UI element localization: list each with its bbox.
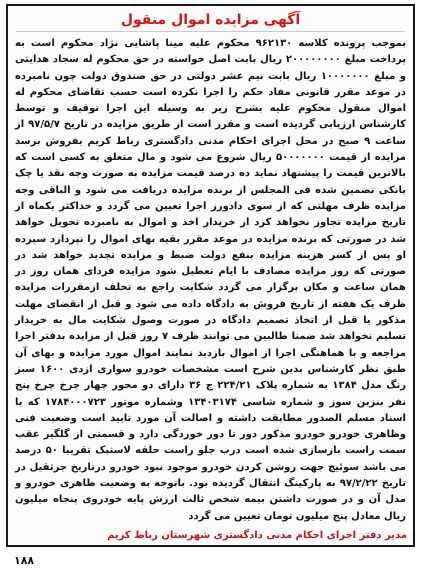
auction-notice — [6, 4, 415, 547]
notice-footer: مدیر دفتر اجرای احکام مدنی دادگستری شهرستان رباط کریم — [107, 530, 407, 541]
notice-title: آگهی مزایده اموال منقول — [16, 9, 405, 32]
notice-body: بموجب پرونده کلاسه ۹۶۲۱۳۰ محکوم علیه مینا پاشایی نژاد محکوم است به پرداخت مبلغ ۲۰۰۰۰۰۰۰۰ ریال بابت اصل خواسته در حق محکوم له سجاد هدایتی و مبلغ ۱۰۰۰۰۰۰۰ ریال بابت نیم عشر دولتی در حق صندوق دولت چون نامبرده در موعد مقرر قانونی مفاد حکم را اجرا نکرده است حسب تقاضای محکوم له اموال منقول محکوم علیه بشرح زیر به وسیله این اجرا توقیف و توسط کارشناس ارزیابی گردیده است و مقرر است از طریق مزایده در تاریخ ۹۷/۵/۷ از ساعت ۹ صبح در محل اجرای احکام مدنی دادگستری رباط کریم بفروش برسد مزایده از قیمت ۵۰۰۰۰۰۰۰ ریال شروع می شود و مال متعلق به کسی است که بالاترین قیمت را پیشنهاد نماید ده درصد قیمت مزایده به صورت وجه نقد یا چک بانکی تضمین شده فی المجلس از برنده مزایده دریافت می شود و الباقی وجه مزایده ظرف مهلتی که از سوی دادورز اجرا تعیین می گردد و حداکثر یکماه از تاریخ مزایده تجاوز نخواهد کرد از خریدار اخذ و اموال به نامبرده تحویل خواهد شد در صورتی که برنده مزایده در موعد مقرر بقیه بهای اموال را نپردازد سپرده او پس از کسر هزینه مزایده بنفع دولت ضبط و مزایده تجدید خواهد شد در صورتی که روز مزایده مصادف با ایام تعطیل شود مزایده فردای همان روز در همان ساعت و مکان برگزار می گردد شکایت راجع به تخلف ازمقررات مزایده ظرف یک هفته از تاریخ فروش به دادگاه داده می شود و قبل از انقضای مهلت مذکور یا قبل از اتخاذ تصمیم دادگاه در صورت وصول شکایت مال به خریدار تسلیم نخواهد شد ضمنا طالبین می توانند ظرف ۷ روز قبل از مزایده بدفتر اجرا مراجعه و با هماهنگی اجرا از اموال بازدید نمایند اموال مورد مزایده و بهای آن طبق نظر کارشناس بدین شرح است مشخصات خودرو سواری ازدی ۱۶۰۰ سبز رنگ مدل ۱۳۸۴ به شماره پلاک ۲۲۴/۲۱ ج ۳۶ دارای دو محور چهار چرخ چرخ پنج نفر بنزین سوز و شماره شاسی ۱۳۴۰۳۱۷۴ وشماره موتور ۱۷۸۴۰۰۰۷۲۳ که با اسناد مسلم الصدور مطابقت داشته و اصالت آن مورد تایید است وضعیت فنی وظاهری خودرو خودرو مذکور دور تا دور خوردگی دارد و قسمتی از گلگیر عقب سمت راست بازسازی شده است درب جلو راست حلقه لاستیک تقریبا ۵۰ درصد می باشد سوئیچ جهت روشن کردن خودرو موجود نبود خودرو درتاریخ جرثقیل در تاریخ ۹۷/۲/۲۲ به پارکینگ انتقال گردیده بود. باتوجه به وضعیت ظاهری خودرو و مدل آن و در صورت داشتن بیمه شخص ثالث ارزش پایه خودروی پنجاه میلیون ریال معادل پنج میلیون تومان تعیین می گردد — [15, 38, 407, 522]
page-number: ۱۸۸ — [14, 554, 35, 567]
